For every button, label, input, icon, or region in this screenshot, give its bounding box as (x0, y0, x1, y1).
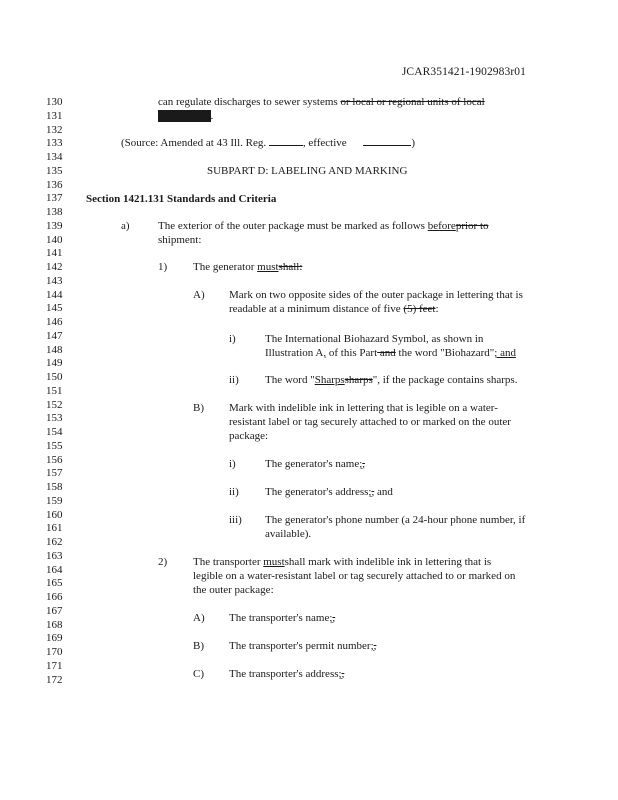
marker-i: i) (229, 458, 236, 470)
line-number: 160 (46, 508, 63, 521)
marker-iii: iii) (229, 514, 242, 526)
text-line-154: package: (229, 430, 269, 442)
line-number: 142 (46, 261, 63, 273)
line-number: 144 (46, 288, 63, 301)
line-number: 145 (46, 302, 63, 315)
line-number: 169 (46, 632, 63, 645)
marker-ii: ii) (229, 374, 239, 386)
marker-A: A) (193, 612, 205, 624)
text-line-156: The generator's name;, (265, 458, 366, 470)
line-number: 130 (46, 96, 63, 108)
text-line-161: available). (265, 528, 312, 540)
line-number: 131 (46, 109, 63, 122)
line-number: 164 (46, 563, 63, 576)
line-number: 171 (46, 659, 63, 672)
line-number: 147 (46, 329, 63, 342)
line-number: 132 (46, 123, 63, 136)
line-number: 150 (46, 371, 63, 383)
line-number: 167 (46, 604, 63, 617)
text-line-148: Illustration A, of this Part and the word "Biohazard"; and (265, 347, 516, 359)
line-number: 159 (46, 494, 63, 507)
line-number: 152 (46, 398, 63, 411)
text-line-164: legible on a water-resistant label or tag securely attached to or marked on (193, 570, 516, 582)
line-number: 153 (46, 412, 63, 425)
text-line-153: resistant label or tag securely attached to or marked on the outer (229, 416, 511, 428)
blank-line (363, 137, 411, 146)
marker-ii: ii) (229, 486, 239, 498)
marker-a: a) (121, 220, 130, 232)
text-line-131: government. (158, 110, 214, 122)
marker-1: 1) (158, 261, 168, 273)
line-number: 156 (46, 453, 63, 466)
line-number: 135 (46, 164, 63, 177)
text-line-171: The transporter's address;, (229, 668, 345, 680)
line-number: 141 (46, 247, 63, 260)
text-line-160: The generator's phone number (a 24-hour phone number, if (265, 514, 526, 526)
line-number: 149 (46, 357, 63, 370)
text-line-139: The exterior of the outer package must be marked as follows beforeprior to (158, 220, 489, 232)
section-heading: Section 1421.131 Standards and Criteria (86, 193, 277, 205)
text-line-152: Mark with indelible ink in lettering that is legible on a water- (229, 402, 498, 414)
line-number: 151 (46, 384, 63, 397)
text-line-163: The transporter mustshall mark with indelible ink in lettering that is (193, 556, 492, 568)
line-number: 137 (46, 192, 63, 205)
marker-2: 2) (158, 556, 168, 568)
line-number: 134 (46, 151, 63, 163)
redacted-text: government (158, 110, 211, 122)
text-line-158: The generator's address;, and (265, 486, 393, 498)
line-number: 138 (46, 206, 63, 218)
line-number: 168 (46, 618, 63, 631)
line-number: 140 (46, 233, 63, 246)
line-number: 146 (46, 316, 63, 328)
marker-A: A) (193, 289, 205, 301)
blank-line (269, 137, 303, 146)
text-line-169: The transporter's permit number;, (229, 640, 377, 652)
text-line-167: The transporter's name;, (229, 612, 336, 624)
line-number: 148 (46, 343, 63, 356)
line-number: 166 (46, 591, 63, 603)
marker-B: B) (193, 402, 204, 414)
line-number: 136 (46, 178, 63, 191)
line-number: 172 (46, 673, 63, 686)
line-number: 133 (46, 137, 63, 150)
subpart-heading: SUBPART D: LABELING AND MARKING (207, 165, 408, 177)
line-number: 163 (46, 549, 63, 562)
text-line-140: shipment: (158, 234, 202, 246)
line-number: 154 (46, 426, 63, 438)
line-number: 158 (46, 481, 63, 493)
text-line-142: The generator mustshall: (193, 261, 303, 273)
line-number: 155 (46, 439, 63, 452)
text-line-147: The International Biohazard Symbol, as shown in (265, 333, 484, 345)
document-id: JCAR351421-1902983r01 (401, 66, 526, 78)
text-line-144: Mark on two opposite sides of the outer package in lettering that is (229, 289, 523, 301)
text-line-130: can regulate discharges to sewer systems or local or regional units of local (158, 96, 485, 108)
marker-B: B) (193, 640, 204, 652)
marker-C: C) (193, 668, 204, 680)
marker-i: i) (229, 333, 236, 345)
text-line-150: The word "Sharpssharps", if the package contains sharps. (265, 374, 518, 386)
text-line-165: the outer package: (193, 584, 274, 596)
line-number: 161 (46, 522, 63, 535)
line-number: 143 (46, 274, 63, 287)
source-note: (Source: Amended at 43 Ill. Reg. , effective ) (121, 137, 416, 149)
text-line-145: readable at a minimum distance of five (5) feet: (229, 303, 439, 315)
line-number: 162 (46, 536, 63, 548)
line-number: 165 (46, 577, 63, 590)
line-number: 157 (46, 467, 63, 480)
line-number: 139 (46, 219, 63, 232)
line-number: 170 (46, 646, 63, 658)
